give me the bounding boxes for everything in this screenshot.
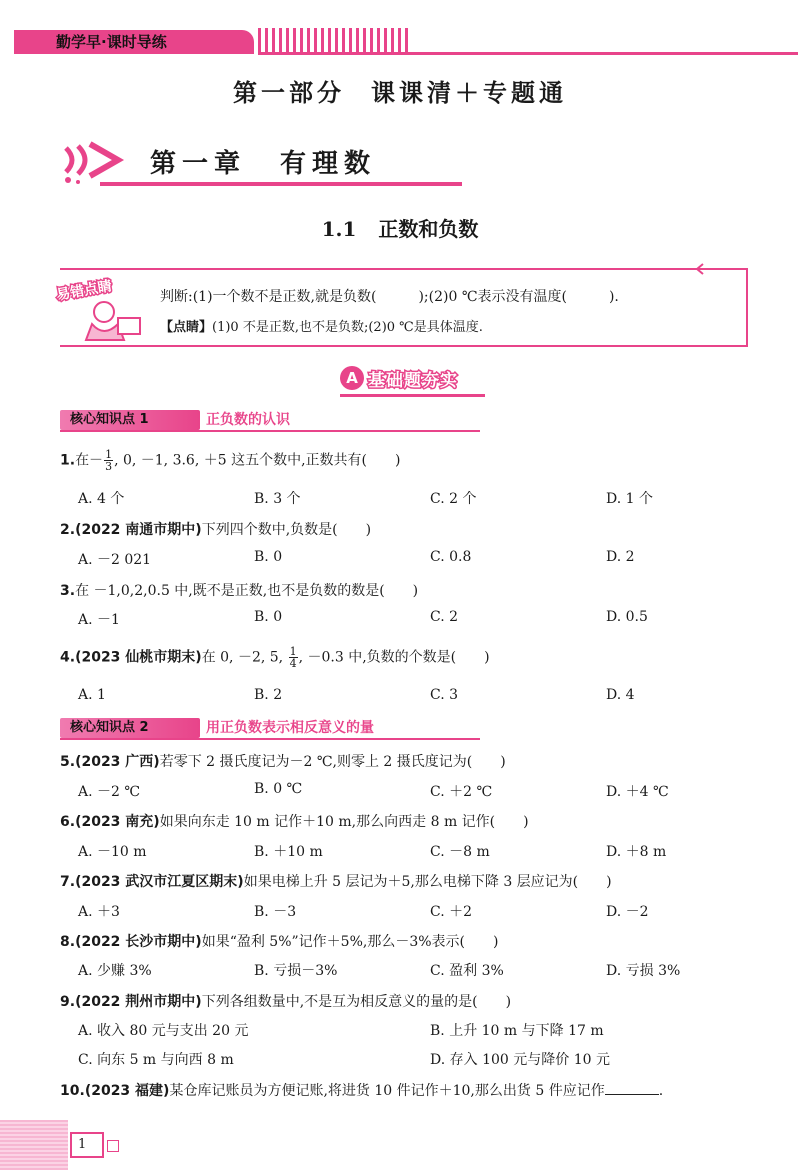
question-2: 2.(2022 南通市期中)下列四个数中,负数是( )	[60, 522, 372, 538]
part-title: 第一部分 课课清＋专题通	[233, 78, 567, 107]
kp2-topic: 用正负数表示相反意义的量	[206, 720, 374, 736]
q8-option-c: C. 盈利 3%	[430, 963, 504, 979]
fraction: $\frac{1}{3}$	[105, 448, 113, 473]
mistake-question: 判断:(1)一个数不是正数,就是负数( );(2)0 ℃表示没有温度( ).	[160, 289, 619, 305]
question-7: 7.(2023 武汉市江夏区期末)如果电梯上升 5 层记为＋5,那么电梯下降 3 层应记为( )	[60, 874, 612, 890]
mistake-tip: 【点睛】(1)0 不是正数,也不是负数;(2)0 ℃是具体温度.	[160, 320, 483, 335]
q2-option-d: D. 2	[606, 549, 635, 565]
q2-option-a: A. －2 021	[78, 552, 152, 568]
q8-option-d: D. 亏损 3%	[606, 963, 681, 979]
question-6: 6.(2023 南充)如果向东走 10 m 记作＋10 m,那么向西走 8 m 记作( )	[60, 814, 529, 830]
series-title: 勤学早·课时导练	[56, 33, 167, 51]
q2-option-b: B. 0	[254, 549, 283, 565]
q9-option-b: B. 上升 10 m 与下降 17 m	[430, 1023, 604, 1039]
kp1-topic: 正负数的认识	[206, 412, 290, 428]
q1-option-c: C. 2 个	[430, 491, 477, 507]
question-8: 8.(2022 长沙市期中)如果“盈利 5%”记作＋5%,那么－3%表示( )	[60, 934, 499, 950]
q5-option-b: B. 0 ℃	[254, 781, 303, 797]
header-stripes	[258, 28, 408, 54]
q9-option-d: D. 存入 100 元与降价 10 元	[430, 1052, 610, 1068]
chapter-underline	[100, 182, 462, 186]
question-4: 4.(2023 仙桃市期末)在 0, －2, 5, $\frac{1}{4}$ , －0.3 中,负数的个数是( )	[60, 645, 490, 670]
question-10: 10.(2023 福建)某仓库记账员为方便记账,将进货 10 件记作＋10,那么出货 5 件应记作 .	[60, 1083, 664, 1099]
question-1: 1.在－ $\frac{1}{3}$ , 0, －1, 3.6, ＋5 这五个数中,正数共有( )	[60, 448, 401, 473]
q6-option-a: A. －10 m	[78, 844, 147, 860]
arrow-left-icon	[694, 262, 714, 276]
page-number: 1	[70, 1132, 104, 1158]
q7-option-d: D. －2	[606, 904, 649, 920]
question-9: 9.(2022 荆州市期中)下列各组数量中,不是互为相反意义的量的是( )	[60, 994, 512, 1010]
chapter-title: 第一章 有理数	[150, 149, 377, 179]
mistake-box-right	[746, 268, 748, 346]
q5-option-a: A. －2 ℃	[78, 784, 141, 800]
q2-option-c: C. 0.8	[430, 549, 472, 565]
kp1-label: 核心知识点 1	[70, 412, 149, 427]
q3-option-a: A. －1	[78, 612, 120, 628]
mistake-box-bottom	[60, 345, 748, 347]
q6-option-c: C. －8 m	[430, 844, 490, 860]
q3-option-b: B. 0	[254, 609, 283, 625]
question-5: 5.(2023 广西)若零下 2 摄氏度记为－2 ℃,则零上 2 摄氏度记为( )	[60, 754, 506, 770]
kp2-line	[60, 738, 480, 740]
answer-blank[interactable]	[605, 1082, 659, 1095]
q9-option-a: A. 收入 80 元与支出 20 元	[78, 1023, 249, 1039]
q9-option-c: C. 向东 5 m 与向西 8 m	[78, 1052, 234, 1068]
q8-option-a: A. 少赚 3%	[78, 963, 152, 979]
q8-option-b: B. 亏损－3%	[254, 963, 338, 979]
q1-option-a: A. 4 个	[78, 491, 125, 507]
q6-option-d: D. ＋8 m	[606, 844, 667, 860]
part-a-underline	[340, 394, 485, 397]
q4-option-c: C. 3	[430, 687, 459, 703]
footer-square	[107, 1140, 119, 1152]
kp2-label: 核心知识点 2	[70, 720, 149, 735]
q5-option-c: C. ＋2 ℃	[430, 784, 493, 800]
q1-option-d: D. 1 个	[606, 491, 653, 507]
q7-option-c: C. ＋2	[430, 904, 473, 920]
mistake-badge: 易错点睛	[55, 278, 114, 304]
part-a-badge: A	[340, 366, 364, 390]
mistake-box-top	[60, 268, 748, 270]
question-3: 3.在 －1,0,2,0.5 中,既不是正数,也不是负数的数是( )	[60, 583, 419, 599]
chapter-arrows-icon	[60, 140, 150, 186]
part-a-title: 基础题夯实	[368, 371, 458, 391]
section-title: 1.1 正数和负数	[321, 217, 479, 241]
q3-option-c: C. 2	[430, 609, 459, 625]
q5-option-d: D. ＋4 ℃	[606, 784, 669, 800]
q7-option-b: B. －3	[254, 904, 297, 920]
q4-option-d: D. 4	[606, 687, 635, 703]
footer-stripe	[0, 1120, 68, 1170]
q4-option-a: A. 1	[78, 687, 106, 703]
fraction: $\frac{1}{4}$	[289, 645, 297, 670]
q1-option-b: B. 3 个	[254, 491, 301, 507]
q3-option-d: D. 0.5	[606, 609, 648, 625]
header-line	[258, 52, 798, 55]
q4-option-b: B. 2	[254, 687, 283, 703]
q6-option-b: B. ＋10 m	[254, 844, 323, 860]
q7-option-a: A. ＋3	[78, 904, 120, 920]
kp1-line	[60, 430, 480, 432]
